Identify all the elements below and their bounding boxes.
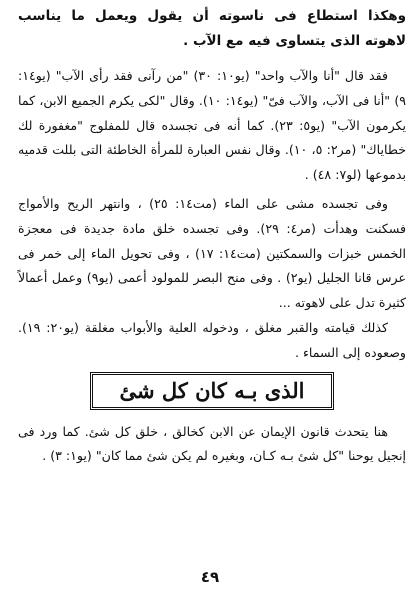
section-heading-wrap bbox=[18, 372, 406, 410]
paragraph-2: وفى تجسده مشى على الماء (مت١٤: ٢٥) ، وانتهر الريح والأمواج فسكنت وهدأت (مر٤: ٢٩). وفى تجسده خلق مادة جديدة فى معجزة الخمس خبزات والسمكتين (مت١٤: ١٧) ، وفى تحويل الماء إلى خمر فى عرس قانا الجليل (يو٢) . وفى منح البصر للمولود أعمى (يو٩) وعمل أعمالاً كثيرة تدل على لاهوته ... bbox=[18, 195, 406, 311]
intro-paragraph: وهكذا استطاع فى ناسوته أن يقول ويعمل ما يناسب لاهوته الذى يتساوى فيه مع الآب . bbox=[18, 8, 406, 49]
closing-paragraph: هنا يتحدث قانون الإيمان عن الابن كخالق ، خلق كل شئ. كما ورد فى إنجيل يوحنا "كل شئ بـه كـان، وبغيره لم يكن شئ مما كان" (يو١: ٣) . bbox=[18, 423, 406, 464]
page-number: ٤٩ bbox=[200, 568, 220, 586]
paragraph-1: فقد قال "أنا والآب واحد" (يو١٠: ٣٠) "من رآنى فقد رأى الآب" (يو١٤: ٩) "أنا فى الآب، والآب فىّ" (يو١٤: ١٠). وقال "لكى يكرم الجميع الابن، كما يكرمون الآب" (يو٥: ٢٣). كما أنه فى تجسده قال للمفلوج "مغفورة لك خطاياك" (مر٢: ٥، ١٠). وقال نفس العبارة للمرأة الخاطئة التى بللت قدميه بدموعها (لو٧: ٤٨) . bbox=[18, 68, 406, 183]
page-body bbox=[18, 4, 406, 594]
paragraph-3: كذلك قيامته والقبر مغلق ، ودخوله العلية والأبواب مغلقة (يو٢٠: ١٩). وصعوده إلى السماء . bbox=[18, 319, 406, 360]
section-heading: الذى بـه كان كل شئ bbox=[90, 372, 333, 410]
